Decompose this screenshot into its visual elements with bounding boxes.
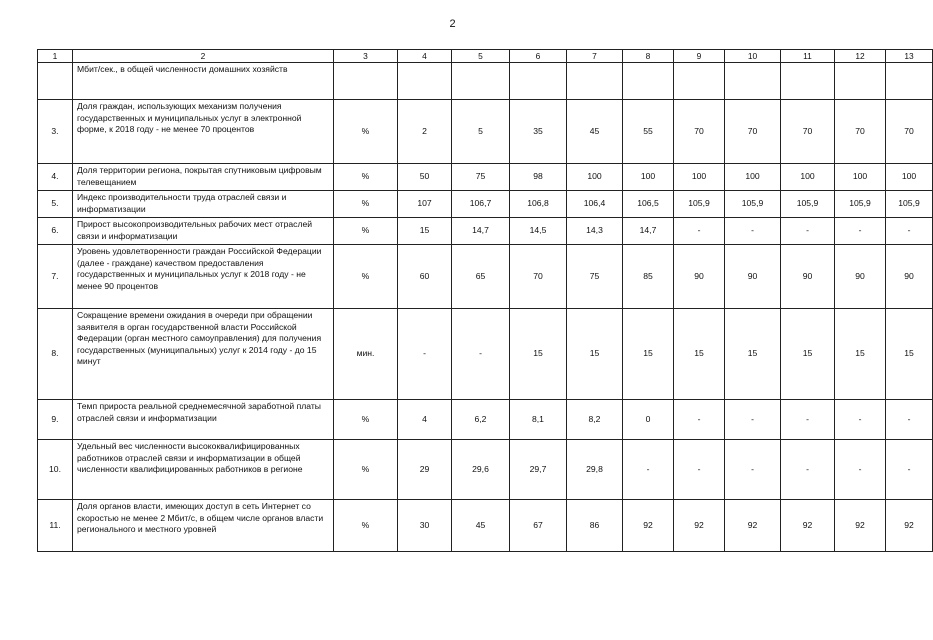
value-cell: 105,9 xyxy=(725,191,781,218)
value-cell: 100 xyxy=(886,164,933,191)
value-cell: - xyxy=(886,440,933,500)
value-cell: 106,7 xyxy=(452,191,510,218)
value-cell: 8,1 xyxy=(510,400,567,440)
indicator-name-cell: Индекс производительности труда отраслей связи и информатизации xyxy=(73,191,334,218)
header-cell: 11 xyxy=(781,50,835,63)
value-cell: 100 xyxy=(623,164,674,191)
value-cell: 15 xyxy=(567,309,623,400)
indicator-name-cell: Сокращение времени ожидания в очереди при обращении заявителя в орган государственной власти Российской Федерации (орган местного самоуправления) для получения государственных (муниципальных) услуг к 2014 году - до 15 минут xyxy=(73,309,334,400)
value-cell: 29,7 xyxy=(510,440,567,500)
table-row xyxy=(38,164,933,191)
row-number-cell xyxy=(38,63,73,100)
unit-cell: % xyxy=(334,218,398,245)
value-cell: 4 xyxy=(398,400,452,440)
value-cell: 92 xyxy=(725,500,781,552)
value-cell xyxy=(398,63,452,100)
value-cell: 90 xyxy=(835,245,886,309)
value-cell: 105,9 xyxy=(674,191,725,218)
unit-cell: % xyxy=(334,500,398,552)
value-cell: - xyxy=(886,218,933,245)
unit-cell: % xyxy=(334,400,398,440)
table-row xyxy=(38,500,933,552)
value-cell: 105,9 xyxy=(886,191,933,218)
value-cell: 5 xyxy=(452,100,510,164)
header-cell: 10 xyxy=(725,50,781,63)
value-cell xyxy=(452,63,510,100)
row-number-cell: 6. xyxy=(38,218,73,245)
header-cell: 1 xyxy=(38,50,73,63)
indicator-name-cell: Уровень удовлетворенности граждан Российской Федерации (далее - граждане) качеством предоставления государственных и муниципальных услуг к 2018 году - не менее 90 процентов xyxy=(73,245,334,309)
value-cell: 8,2 xyxy=(567,400,623,440)
table-row xyxy=(38,245,933,309)
table-row xyxy=(38,191,933,218)
value-cell: 100 xyxy=(725,164,781,191)
value-cell: 2 xyxy=(398,100,452,164)
unit-cell: % xyxy=(334,440,398,500)
value-cell: 92 xyxy=(886,500,933,552)
value-cell: 70 xyxy=(674,100,725,164)
value-cell: - xyxy=(835,440,886,500)
value-cell: - xyxy=(781,440,835,500)
value-cell: 15 xyxy=(781,309,835,400)
value-cell: 14,5 xyxy=(510,218,567,245)
table-row xyxy=(38,309,933,400)
value-cell: 92 xyxy=(623,500,674,552)
value-cell: - xyxy=(674,440,725,500)
indicator-name-cell: Доля граждан, использующих механизм получения государственных и муниципальных услуг в электронной форме, к 2018 году - не менее 70 процентов xyxy=(73,100,334,164)
indicator-name-cell: Прирост высокопроизводительных рабочих мест отраслей связи и информатизации xyxy=(73,218,334,245)
value-cell: 70 xyxy=(835,100,886,164)
table-row xyxy=(38,100,933,164)
value-cell: 15 xyxy=(623,309,674,400)
value-cell: 15 xyxy=(510,309,567,400)
indicator-name-cell: Темп прироста реальной среднемесячной заработной платы отраслей связи и информатизации xyxy=(73,400,334,440)
value-cell: 107 xyxy=(398,191,452,218)
value-cell: 29,8 xyxy=(567,440,623,500)
row-number-cell: 11. xyxy=(38,500,73,552)
row-number-cell: 7. xyxy=(38,245,73,309)
value-cell xyxy=(835,63,886,100)
value-cell: 106,5 xyxy=(623,191,674,218)
value-cell: 105,9 xyxy=(781,191,835,218)
value-cell: - xyxy=(674,218,725,245)
table-header-row xyxy=(38,50,933,63)
value-cell: 100 xyxy=(781,164,835,191)
value-cell: 75 xyxy=(452,164,510,191)
value-cell: 15 xyxy=(398,218,452,245)
value-cell: - xyxy=(886,400,933,440)
table-row xyxy=(38,218,933,245)
unit-cell: % xyxy=(334,245,398,309)
value-cell: - xyxy=(452,309,510,400)
value-cell: 98 xyxy=(510,164,567,191)
value-cell: 15 xyxy=(674,309,725,400)
value-cell: - xyxy=(781,218,835,245)
value-cell: 15 xyxy=(886,309,933,400)
value-cell: 45 xyxy=(452,500,510,552)
unit-cell: мин. xyxy=(334,309,398,400)
indicator-name-cell: Мбит/сек., в общей численности домашних хозяйств xyxy=(73,63,334,100)
value-cell xyxy=(623,63,674,100)
value-cell: 70 xyxy=(725,100,781,164)
value-cell: 29 xyxy=(398,440,452,500)
value-cell: 65 xyxy=(452,245,510,309)
value-cell: 90 xyxy=(886,245,933,309)
value-cell: 106,4 xyxy=(567,191,623,218)
value-cell: 106,8 xyxy=(510,191,567,218)
value-cell: - xyxy=(835,400,886,440)
header-cell: 7 xyxy=(567,50,623,63)
row-number-cell: 3. xyxy=(38,100,73,164)
indicator-name-cell: Удельный вес численности высококвалифицированных работников отраслей связи и информатизации в общей численности квалифицированных работников в регионе xyxy=(73,440,334,500)
value-cell: 85 xyxy=(623,245,674,309)
value-cell: 75 xyxy=(567,245,623,309)
value-cell: 6,2 xyxy=(452,400,510,440)
unit-cell: % xyxy=(334,164,398,191)
header-cell: 13 xyxy=(886,50,933,63)
header-cell: 5 xyxy=(452,50,510,63)
value-cell: 86 xyxy=(567,500,623,552)
page-number: 2 xyxy=(449,18,456,30)
value-cell xyxy=(886,63,933,100)
header-cell: 9 xyxy=(674,50,725,63)
value-cell: 100 xyxy=(674,164,725,191)
value-cell: 100 xyxy=(567,164,623,191)
header-cell: 4 xyxy=(398,50,452,63)
table-row xyxy=(38,63,933,100)
value-cell: 55 xyxy=(623,100,674,164)
value-cell: 70 xyxy=(886,100,933,164)
value-cell xyxy=(567,63,623,100)
value-cell: 35 xyxy=(510,100,567,164)
unit-cell: % xyxy=(334,100,398,164)
value-cell: 45 xyxy=(567,100,623,164)
value-cell: 30 xyxy=(398,500,452,552)
value-cell: 0 xyxy=(623,400,674,440)
value-cell: - xyxy=(781,400,835,440)
header-cell: 2 xyxy=(73,50,334,63)
value-cell: 90 xyxy=(725,245,781,309)
value-cell xyxy=(510,63,567,100)
row-number-cell: 5. xyxy=(38,191,73,218)
value-cell: 14,7 xyxy=(623,218,674,245)
value-cell: - xyxy=(623,440,674,500)
value-cell: - xyxy=(725,400,781,440)
row-number-cell: 9. xyxy=(38,400,73,440)
value-cell: 15 xyxy=(725,309,781,400)
value-cell xyxy=(781,63,835,100)
value-cell: 15 xyxy=(835,309,886,400)
row-number-cell: 10. xyxy=(38,440,73,500)
unit-cell: % xyxy=(334,191,398,218)
value-cell: - xyxy=(398,309,452,400)
value-cell: 14,3 xyxy=(567,218,623,245)
header-cell: 8 xyxy=(623,50,674,63)
value-cell: - xyxy=(835,218,886,245)
value-cell: 70 xyxy=(781,100,835,164)
header-cell: 12 xyxy=(835,50,886,63)
value-cell: 90 xyxy=(674,245,725,309)
value-cell: 92 xyxy=(781,500,835,552)
value-cell: 70 xyxy=(510,245,567,309)
value-cell: 92 xyxy=(674,500,725,552)
value-cell: 67 xyxy=(510,500,567,552)
value-cell xyxy=(725,63,781,100)
value-cell: 29,6 xyxy=(452,440,510,500)
row-number-cell: 4. xyxy=(38,164,73,191)
value-cell: 92 xyxy=(835,500,886,552)
header-cell: 3 xyxy=(334,50,398,63)
value-cell: - xyxy=(725,218,781,245)
unit-cell xyxy=(334,63,398,100)
indicators-table xyxy=(37,49,933,552)
value-cell: 50 xyxy=(398,164,452,191)
indicator-name-cell: Доля органов власти, имеющих доступ в сеть Интернет со скоростью не менее 2 Мбит/с, в общем числе органов власти регионального и местного уровней xyxy=(73,500,334,552)
value-cell: - xyxy=(674,400,725,440)
header-cell: 6 xyxy=(510,50,567,63)
value-cell: 100 xyxy=(835,164,886,191)
value-cell: 60 xyxy=(398,245,452,309)
value-cell: 14,7 xyxy=(452,218,510,245)
indicator-name-cell: Доля территории региона, покрытая спутниковым цифровым телевещанием xyxy=(73,164,334,191)
value-cell: 105,9 xyxy=(835,191,886,218)
row-number-cell: 8. xyxy=(38,309,73,400)
value-cell xyxy=(674,63,725,100)
value-cell: - xyxy=(725,440,781,500)
table-row xyxy=(38,440,933,500)
table-row xyxy=(38,400,933,440)
value-cell: 90 xyxy=(781,245,835,309)
